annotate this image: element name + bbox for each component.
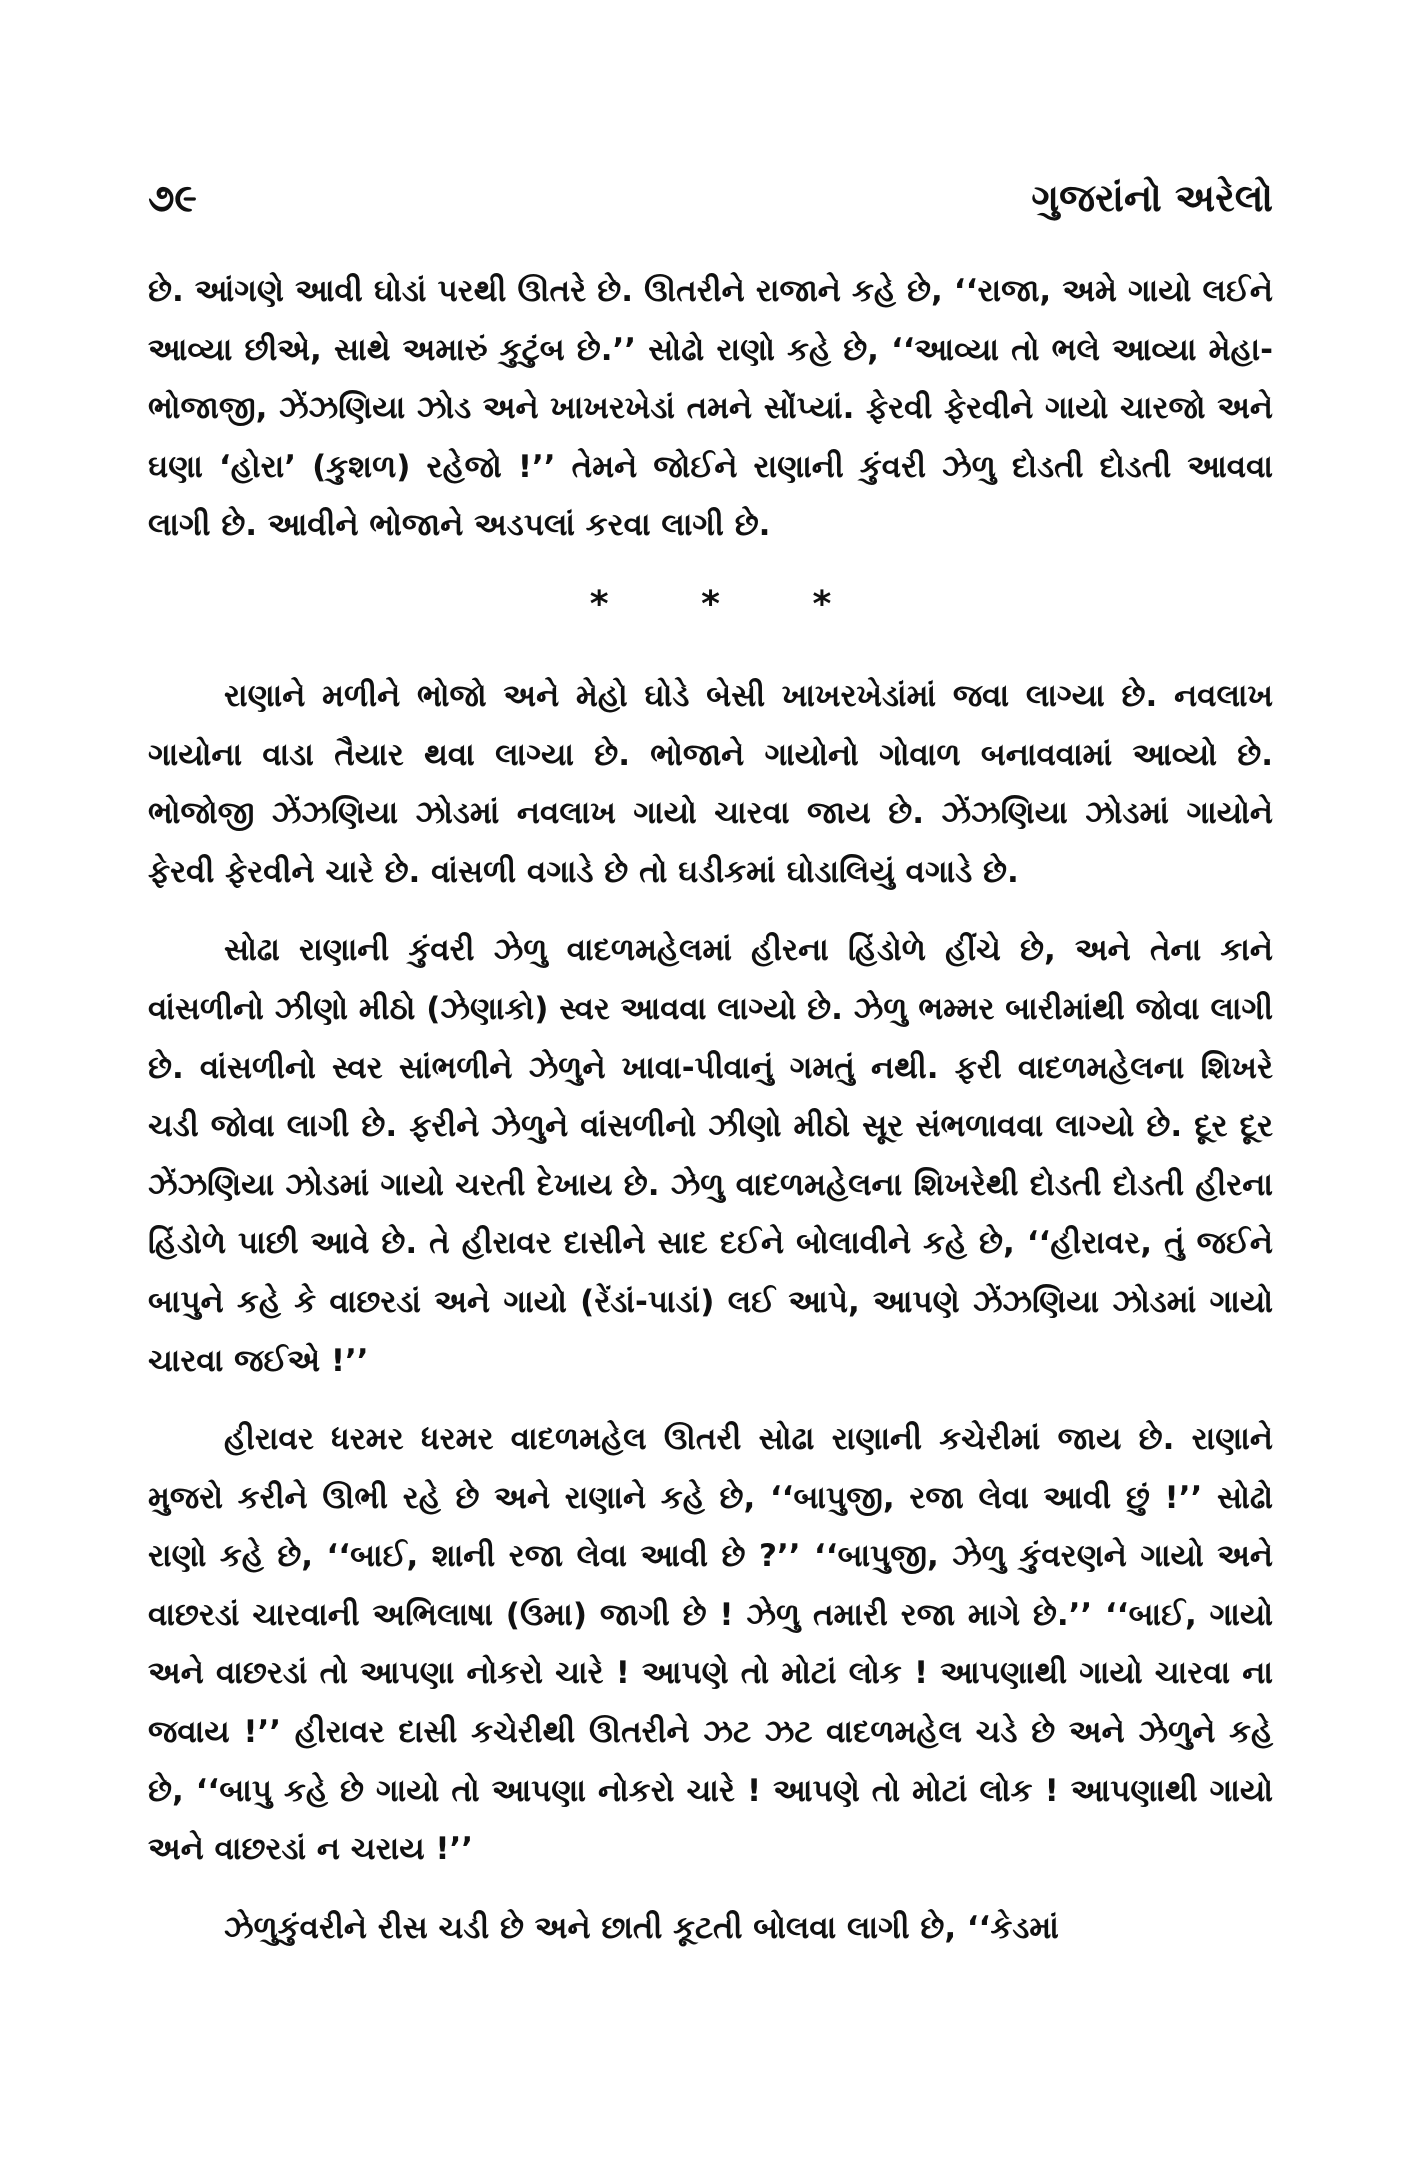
paragraph-1: છે. આંગણે આવી ઘોડાં પરથી ઊતરે છે. ઊતરીને રાજાને કહે છે, ‘‘રાજા, અમે ગાયો લઈને આવ્યા છીએ, સાથે અમારું કુટુંબ છે.’’ સોઢો રાણો કહે છે, ‘‘આવ્યા તો ભલે આવ્યા મેહા-ભોજાજી, ઝેંઝણિયા ઝોડ અને ખાખરખેડાં તમને સોંપ્યાં. ફેરવી ફેરવીને ગાયો ચારજો અને ઘણા ‘હોરા’ (કુશળ) રહેજો !’’ તેમને જોઈને રાણાની કુંવરી ઝેળુ દોડતી દોડતી આવવા લાગી છે. આવીને ભોજાને અડપલાં કરવા લાગી છે. <box>148 273 1273 544</box>
section-separator: * * * <box>589 583 872 625</box>
page-header <box>148 168 1273 228</box>
body-text <box>148 262 1273 1957</box>
paragraph-4: હીરાવર ધરમર ધરમર વાદળમહેલ ઊતરી સોઢા રાણાની કચેરીમાં જાય છે. રાણાને મુજરો કરીને ઊભી રહે છે અને રાણાને કહે છે, ‘‘બાપુજી, રજા લેવા આવી છું !’’ સોઢો રાણો કહે છે, ‘‘બાઈ, શાની રજા લેવા આવી છે ?’’ ‘‘બાપુજી, ઝેળુ કુંવરણને ગાયો અને વાછરડાં ચારવાની અભિલાષા (ઉમા) જાગી છે ! ઝેળુ તમારી રજા માગે છે.’’ ‘‘બાઈ, ગાયો અને વાછરડાં તો આપણા નોકરો ચારે ! આપણે તો મોટાં લોક ! આપણાથી ગાયો ચારવા ના જવાય !’’ હીરાવર દાસી કચેરીથી ઊતરીને ઝટ ઝટ વાદળમહેલ ચડે છે અને ઝેળુને કહે છે, ‘‘બાપુ કહે છે ગાયો તો આપણા નોકરો ચારે ! આપણે તો મોટાં લોક ! આપણાથી ગાયો અને વાછરડાં ન ચરાય !’’ <box>148 1421 1273 1868</box>
paragraph-3: સોઢા રાણાની કુંવરી ઝેળુ વાદળમહેલમાં હીરના હિંડોળે હીંચે છે, અને તેના કાને વાંસળીનો ઝીણો મીઠો (ઝેણાકો) સ્વર આવવા લાગ્યો છે. ઝેળુ ભમ્મર બારીમાંથી જોવા લાગી છે. વાંસળીનો સ્વર સાંભળીને ઝેળુને ખાવા-પીવાનું ગમતું નથી. ફરી વાદળમહેલના શિખરે ચડી જોવા લાગી છે. ફરીને ઝેળુને વાંસળીનો ઝીણો મીઠો સૂર સંભળાવવા લાગ્યો છે. દૂર દૂર ઝેંઝણિયા ઝોડમાં ગાયો ચરતી દેખાય છે. ઝેળુ વાદળમહેલના શિખરેથી દોડતી દોડતી હીરના હિંડોળે પાછી આવે છે. તે હીરાવર દાસીને સાદ દઈને બોલાવીને કહે છે, ‘‘હીરાવર, તું જઈને બાપુને કહે કે વાછરડાં અને ગાયો (રેંડાં-પાડાં) લઈ આપે, આપણે ઝેંઝણિયા ઝોડમાં ગાયો ચારવા જઈએ !’’ <box>148 932 1273 1379</box>
page-number: ૭૯ <box>148 176 197 220</box>
paragraph-5: ઝેળુકુંવરીને રીસ ચડી છે અને છાતી કૂટતી બોલવા લાગી છે, ‘‘કેડમાં <box>224 1909 1059 1946</box>
running-title: ગુજરાંનો અરેલો <box>1031 176 1273 220</box>
paragraph-2: રાણાને મળીને ભોજો અને મેહો ઘોડે બેસી ખાખરખેડાંમાં જવા લાગ્યા છે. નવલાખ ગાયોના વાડા તૈયાર થવા લાગ્યા છે. ભોજાને ગાયોનો ગોવાળ બનાવવામાં આવ્યો છે. ભોજોજી ઝેંઝણિયા ઝોડમાં નવલાખ ગાયો ચારવા જાય છે. ઝેંઝણિયા ઝોડમાં ગાયોને ફેરવી ફેરવીને ચારે છે. વાંસળી વગાડે છે તો ઘડીકમાં ઘોડાલિયું વગાડે છે. <box>148 677 1273 890</box>
